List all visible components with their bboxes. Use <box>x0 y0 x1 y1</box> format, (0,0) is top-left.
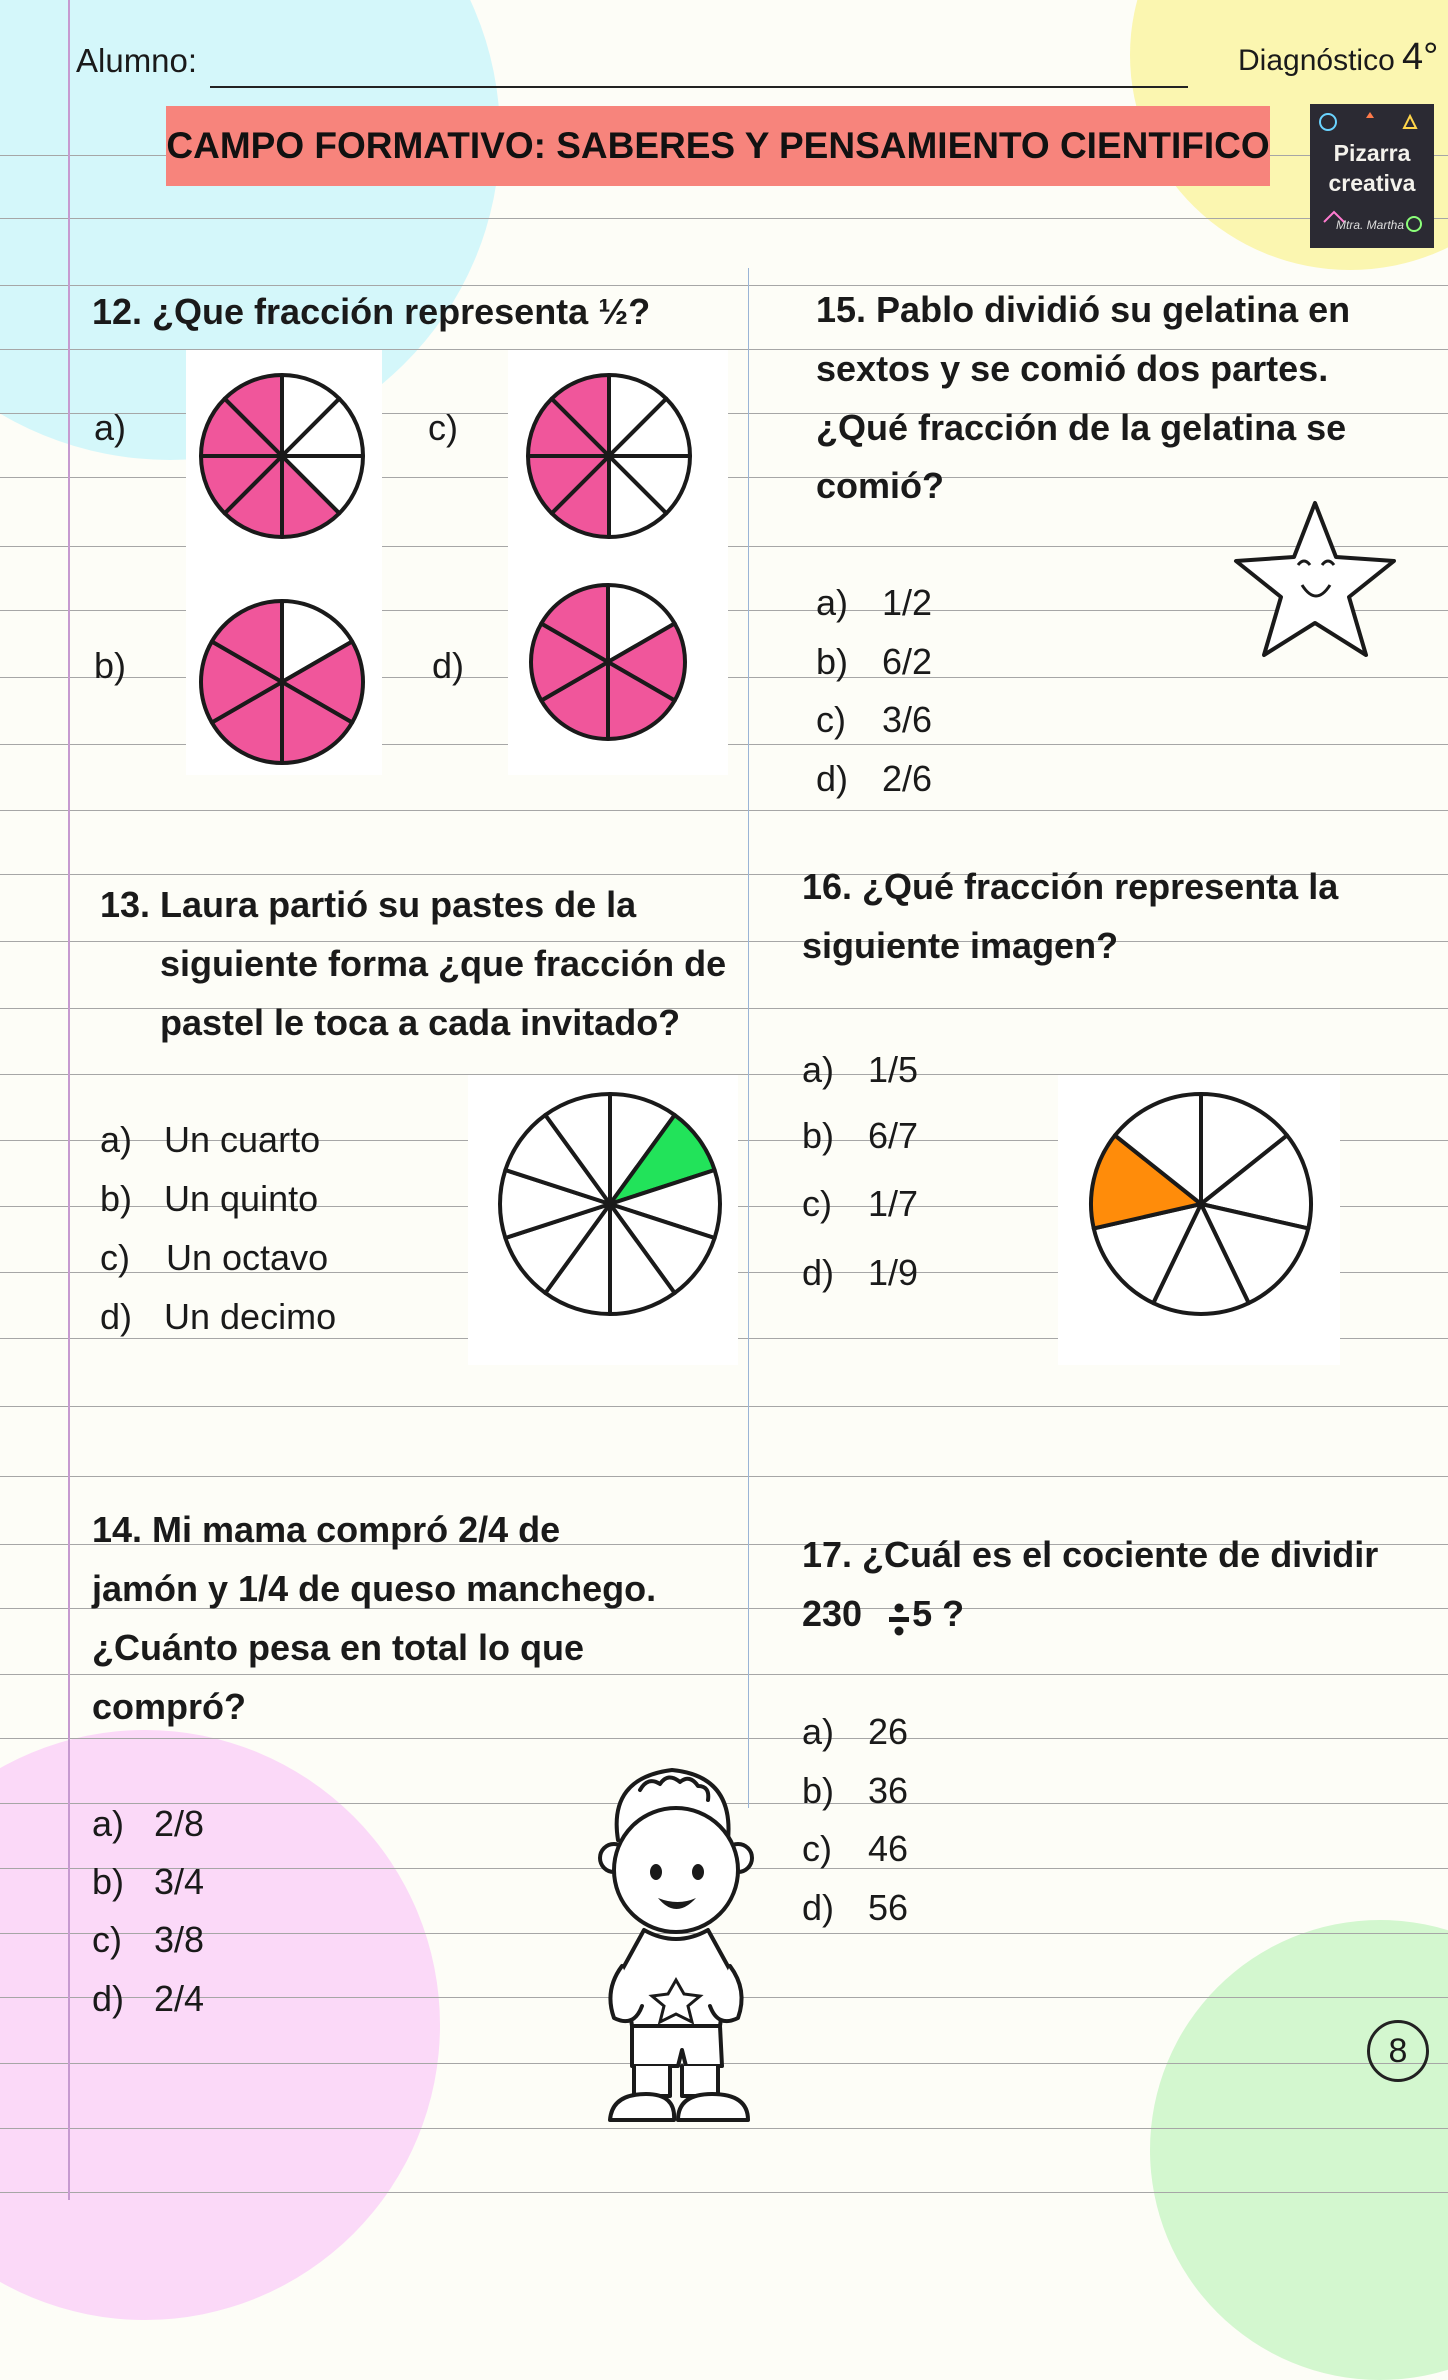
q16-prompt-line-2: siguiente imagen? <box>802 925 1119 966</box>
option-text: Un decimo <box>164 1296 337 1337</box>
ruled-line <box>0 1406 1448 1407</box>
option-text: 2/4 <box>154 1978 205 2019</box>
q14-prompt-line-1: 14. Mi mama compró 2/4 de <box>92 1509 561 1550</box>
option-text: 26 <box>868 1711 909 1752</box>
option-text: 36 <box>868 1770 909 1811</box>
q13-option-b[interactable] <box>100 1169 318 1228</box>
option-letter: b) <box>92 1861 125 1902</box>
option-text: 46 <box>868 1828 909 1869</box>
background-circle-pink <box>0 1730 440 2320</box>
option-text: Un octavo <box>166 1237 329 1278</box>
logo-line-2: creativa <box>1328 170 1416 196</box>
option-text: 3/6 <box>882 699 933 740</box>
q12-option-c-pie[interactable] <box>525 372 693 540</box>
column-divider <box>748 268 749 1808</box>
ruled-line <box>0 2192 1448 2193</box>
option-text: 1/5 <box>868 1049 919 1090</box>
q17-prompt-line-2 <box>802 1584 964 1643</box>
page-number <box>1367 2020 1429 2082</box>
option-letter: d) <box>100 1296 133 1337</box>
q14-prompt-line-4: compró? <box>92 1686 247 1727</box>
q15-prompt-line-4: comió? <box>816 465 945 506</box>
student-label: Alumno: <box>76 42 198 79</box>
option-text: 3/8 <box>154 1919 205 1960</box>
q16-fraction-pie <box>1088 1091 1314 1317</box>
q12-option-c-label[interactable]: c) <box>428 407 458 448</box>
q17-option-b[interactable] <box>802 1761 908 1820</box>
q15-option-c[interactable] <box>816 690 932 749</box>
q17-option-d[interactable] <box>802 1878 908 1937</box>
q12-prompt: 12. ¿Que fracción representa ½? <box>92 291 651 332</box>
q13-prompt-line-2: siguiente forma ¿que fracción de <box>160 943 727 984</box>
banner-title: CAMPO FORMATIVO: SABERES Y PENSAMIENTO CIENTIFICO <box>166 125 1270 166</box>
option-letter: d) <box>816 758 849 799</box>
option-text: 3/4 <box>154 1861 205 1902</box>
option-letter: a) <box>92 1803 125 1844</box>
ruled-line <box>0 218 1448 219</box>
q13-option-c[interactable] <box>100 1228 328 1287</box>
option-text: 6/2 <box>882 641 933 682</box>
q14-prompt-line-2: jamón y 1/4 de queso manchego. <box>92 1568 657 1609</box>
q13-option-d[interactable] <box>100 1287 336 1346</box>
q16-option-a[interactable] <box>802 1040 918 1099</box>
option-text: 1/7 <box>868 1183 919 1224</box>
q15-prompt-line-1: 15. Pablo dividió su gelatina en <box>816 289 1351 330</box>
q12-option-b-label[interactable]: b) <box>94 645 127 686</box>
option-text: 56 <box>868 1887 909 1928</box>
option-text: 2/8 <box>154 1803 205 1844</box>
q12-option-d-pie[interactable] <box>528 582 688 742</box>
q14-option-d[interactable] <box>92 1969 204 2028</box>
option-letter: a) <box>816 582 849 623</box>
option-letter: d) <box>802 1252 835 1293</box>
option-text: 2/6 <box>882 758 933 799</box>
q12-option-a-pie[interactable] <box>198 372 366 540</box>
q13-option-a[interactable] <box>100 1110 320 1169</box>
q13-prompt-line-1: 13. Laura partió su pastes de la <box>100 884 637 925</box>
q14-option-b[interactable] <box>92 1852 204 1911</box>
option-letter: c) <box>816 699 846 740</box>
q13-prompt-line-3: pastel le toca a cada invitado? <box>160 1002 681 1043</box>
q12-option-d-label[interactable]: d) <box>432 645 465 686</box>
q17-dividend: 230 <box>802 1593 863 1634</box>
option-letter: c) <box>802 1828 832 1869</box>
q13-cake-pie <box>497 1091 723 1317</box>
q15-prompt-line-2: sextos y se comió dos partes. <box>816 348 1329 389</box>
option-letter: a) <box>802 1711 835 1752</box>
option-letter: d) <box>92 1978 125 2019</box>
option-letter: a) <box>802 1049 835 1090</box>
option-letter: d) <box>802 1887 835 1928</box>
option-text: Un quinto <box>164 1178 319 1219</box>
ruled-line <box>0 1476 1448 1477</box>
q17-option-c[interactable] <box>802 1819 908 1878</box>
q14-prompt-line-3: ¿Cuánto pesa en total lo que <box>92 1627 585 1668</box>
option-letter: b) <box>100 1178 133 1219</box>
grade-label: 4° <box>1402 36 1439 78</box>
division-sign-icon <box>888 1603 910 1637</box>
q16-option-c[interactable] <box>802 1174 918 1233</box>
q12-option-b-pie[interactable] <box>198 598 366 766</box>
option-letter: c) <box>802 1183 832 1224</box>
option-letter: b) <box>802 1770 835 1811</box>
q17-divisor: 5 ? <box>912 1593 965 1634</box>
option-letter: c) <box>100 1237 130 1278</box>
option-letter: b) <box>816 641 849 682</box>
q15-option-b[interactable] <box>816 632 932 691</box>
background-circle-green <box>1150 1920 1448 2380</box>
margin-line <box>68 0 70 2200</box>
option-text: Un cuarto <box>164 1119 321 1160</box>
page-number-text: 8 <box>1388 2031 1408 2070</box>
logo-text <box>1310 138 1434 198</box>
section-banner <box>166 106 1270 186</box>
option-letter: a) <box>100 1119 133 1160</box>
q14-option-c[interactable] <box>92 1910 204 1969</box>
option-letter: c) <box>92 1919 122 1960</box>
q16-option-d[interactable] <box>802 1243 918 1302</box>
q17-option-a[interactable] <box>802 1702 908 1761</box>
q14-option-a[interactable] <box>92 1794 204 1853</box>
q16-prompt-line-1: 16. ¿Qué fracción representa la <box>802 866 1339 907</box>
option-text: 6/7 <box>868 1115 919 1156</box>
pizarra-creativa-logo <box>1310 104 1434 248</box>
q12-option-a-label[interactable]: a) <box>94 407 127 448</box>
q15-option-d[interactable] <box>816 749 932 808</box>
option-text: 1/9 <box>868 1252 919 1293</box>
ruled-line <box>0 1738 1448 1739</box>
option-letter: b) <box>802 1115 835 1156</box>
logo-line-1: Pizarra <box>1333 140 1411 166</box>
q15-prompt-line-3: ¿Qué fracción de la gelatina se <box>816 407 1347 448</box>
logo-signature: Mtra. Martha <box>1336 218 1405 232</box>
ruled-line <box>0 810 1448 811</box>
child-illustration-icon <box>570 1760 780 2145</box>
q16-option-b[interactable] <box>802 1106 918 1165</box>
q15-option-a[interactable] <box>816 573 932 632</box>
option-text: 1/2 <box>882 582 933 623</box>
smiling-star-icon <box>1230 495 1400 680</box>
q17-prompt-line-1: 17. ¿Cuál es el cociente de dividir <box>802 1534 1379 1575</box>
student-name-line[interactable] <box>210 86 1188 88</box>
diagnostic-label: Diagnóstico <box>1238 44 1395 77</box>
